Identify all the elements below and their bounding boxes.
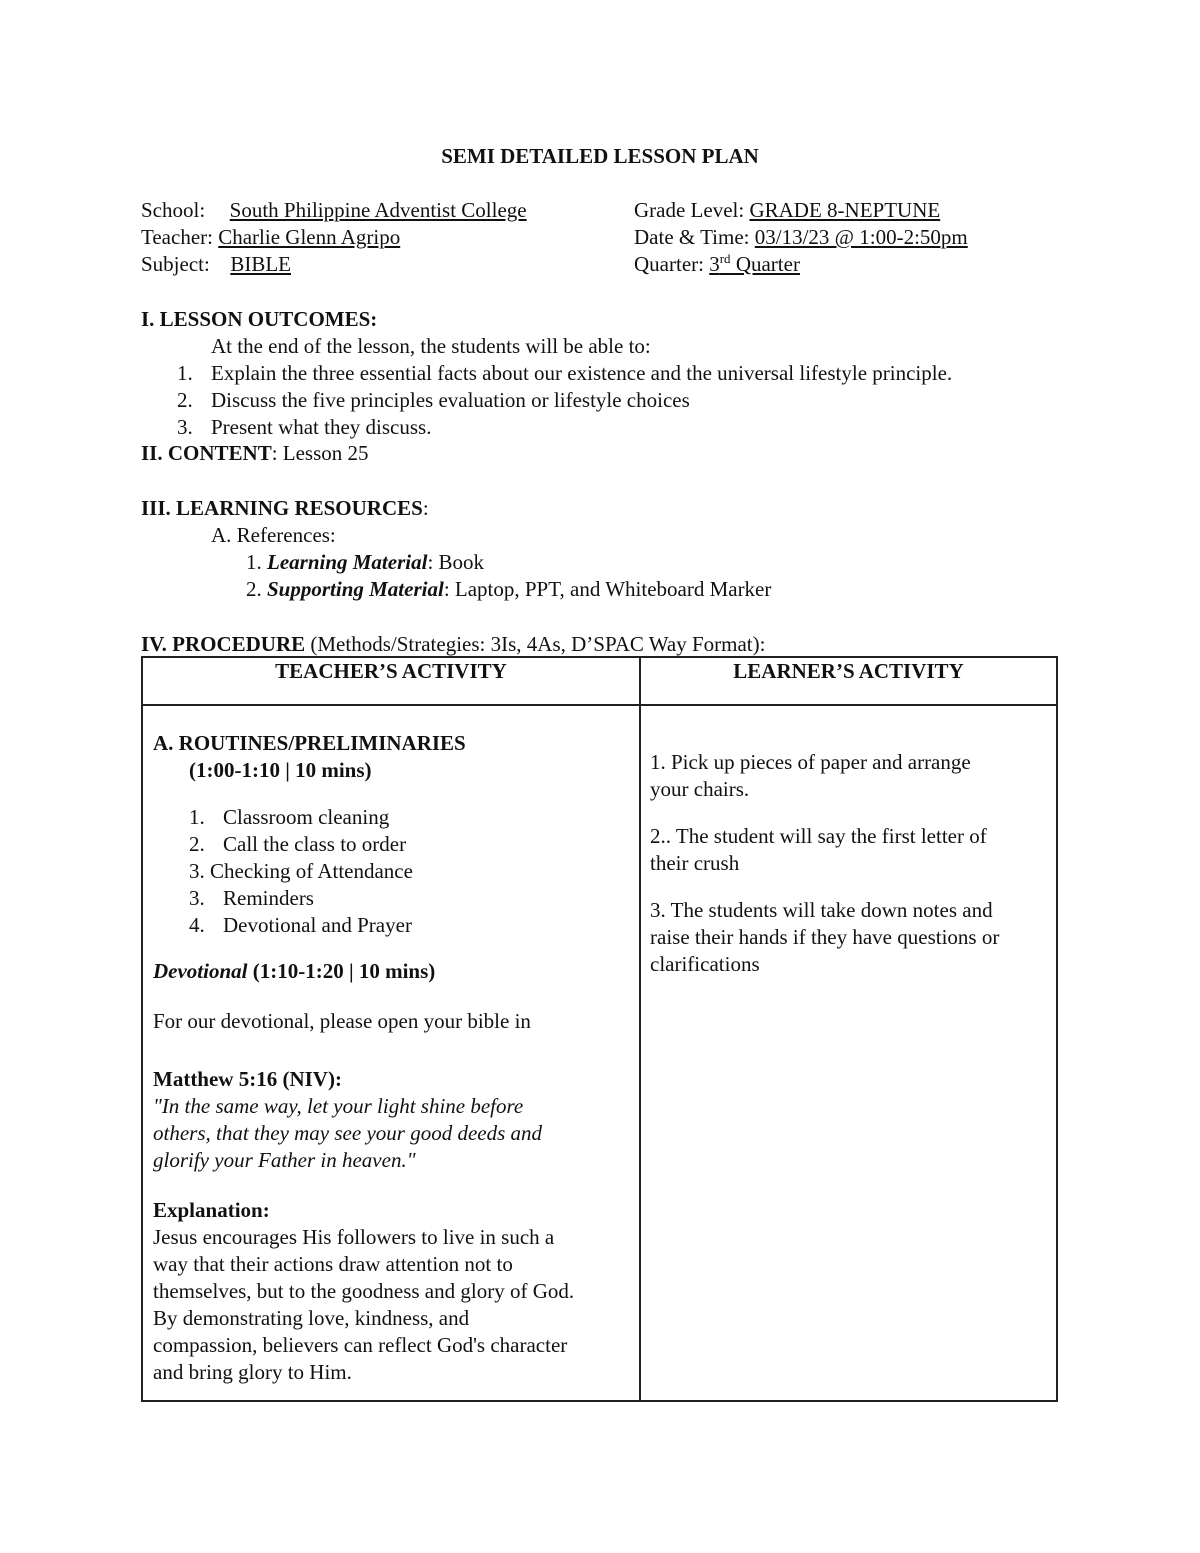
procedure-heading: IV. PROCEDURE bbox=[141, 632, 306, 656]
routine-item: 3. Reminders bbox=[189, 886, 314, 910]
content-line bbox=[141, 440, 369, 467]
references-label: A. References: bbox=[211, 523, 336, 547]
learner-item-line: your chairs. bbox=[650, 777, 750, 801]
quarter-label: Quarter: bbox=[634, 252, 704, 276]
subject-label: Subject: bbox=[141, 252, 210, 276]
devotional-time: (1:10-1:20 | 10 mins) bbox=[247, 959, 436, 983]
school-line bbox=[141, 197, 527, 224]
content-heading: II. CONTENT bbox=[141, 441, 272, 465]
routine-item: 4. Devotional and Prayer bbox=[189, 913, 412, 937]
grade-value: GRADE 8-NEPTUNE bbox=[749, 198, 941, 222]
grade-line bbox=[634, 197, 940, 224]
devotional-label: Devotional bbox=[153, 959, 248, 983]
learner-item-line: their crush bbox=[650, 851, 740, 875]
grade-label: Grade Level: bbox=[634, 198, 745, 222]
routine-item: 3. Checking of Attendance bbox=[189, 859, 413, 883]
routines-time: (1:00-1:10 | 10 mins) bbox=[189, 758, 372, 782]
learner-item-line: 2.. The student will say the first letter of bbox=[650, 824, 987, 848]
explanation-line: and bring glory to Him. bbox=[153, 1360, 352, 1384]
verse-line: others, that they may see your good deeds and bbox=[153, 1121, 543, 1145]
school-label: School: bbox=[141, 198, 206, 222]
outcomes-heading: I. LESSON OUTCOMES: bbox=[141, 307, 378, 331]
explanation-line: way that their actions draw attention not to bbox=[153, 1252, 513, 1276]
page-title: SEMI DETAILED LESSON PLAN bbox=[441, 144, 759, 168]
learner-item-line: 3. The students will take down notes and bbox=[650, 898, 993, 922]
outcomes-intro: At the end of the lesson, the students will be able to: bbox=[211, 334, 651, 358]
teacher-line bbox=[141, 224, 400, 251]
column-divider bbox=[639, 658, 641, 1400]
devotional-intro: For our devotional, please open your bible in bbox=[153, 1009, 531, 1033]
procedure-note: (Methods/Strategies: 3Is, 4As, D’SPAC Way Format): bbox=[305, 632, 766, 656]
verse-line: glorify your Father in heaven." bbox=[153, 1148, 416, 1172]
resource-item: 1. Learning Material: Book bbox=[246, 550, 485, 574]
outcome-item: 3. Present what they discuss. bbox=[177, 415, 432, 439]
procedure-heading-line bbox=[141, 631, 765, 658]
routine-item: 2. Call the class to order bbox=[189, 832, 407, 856]
datetime-line bbox=[634, 224, 968, 251]
routine-item: 1. Classroom cleaning bbox=[189, 805, 390, 829]
content-value: : Lesson 25 bbox=[271, 441, 369, 465]
subject-value: BIBLE bbox=[230, 252, 291, 276]
devotional-line bbox=[153, 958, 435, 985]
resource-item: 2. Supporting Material: Laptop, PPT, and Whiteboard Marker bbox=[246, 577, 772, 601]
explanation-line: By demonstrating love, kindness, and bbox=[153, 1306, 470, 1330]
explanation-line: themselves, but to the goodness and glory of God. bbox=[153, 1279, 575, 1303]
verse-line: "In the same way, let your light shine before bbox=[153, 1094, 524, 1118]
verse-reference: Matthew 5:16 (NIV): bbox=[153, 1067, 342, 1091]
learner-activity-header: LEARNER’S ACTIVITY bbox=[733, 659, 964, 683]
learner-item-line: clarifications bbox=[650, 952, 760, 976]
resources-heading: III. LEARNING RESOURCES bbox=[141, 496, 423, 520]
learner-item-line: raise their hands if they have questions or bbox=[650, 925, 1000, 949]
resources-heading-line: III. LEARNING RESOURCES: bbox=[141, 496, 429, 520]
datetime-label: Date & Time: bbox=[634, 225, 750, 249]
learner-item-line: 1. Pick up pieces of paper and arrange bbox=[650, 750, 971, 774]
header-divider bbox=[143, 704, 1056, 706]
procedure-table bbox=[141, 656, 1058, 1402]
teacher-label: Teacher: bbox=[141, 225, 213, 249]
teacher-value: Charlie Glenn Agripo bbox=[218, 225, 401, 249]
explanation-heading: Explanation: bbox=[153, 1198, 270, 1222]
explanation-line: Jesus encourages His followers to live in such a bbox=[153, 1225, 555, 1249]
outcome-item: 1. Explain the three essential facts about our existence and the universal lifestyle principle. bbox=[177, 361, 953, 385]
quarter-value: 3rd Quarter bbox=[709, 251, 800, 276]
outcome-item: 2. Discuss the five principles evaluation or lifestyle choices bbox=[177, 388, 690, 412]
quarter-line bbox=[634, 251, 800, 278]
datetime-value: 03/13/23 @ 1:00-2:50pm bbox=[754, 225, 968, 249]
teacher-activity-header: TEACHER’S ACTIVITY bbox=[275, 659, 507, 683]
school-value: South Philippine Adventist College bbox=[229, 198, 527, 222]
explanation-line: compassion, believers can reflect God's character bbox=[153, 1333, 568, 1357]
subject-line bbox=[141, 251, 291, 278]
routines-heading: A. ROUTINES/PRELIMINARIES bbox=[153, 731, 466, 755]
